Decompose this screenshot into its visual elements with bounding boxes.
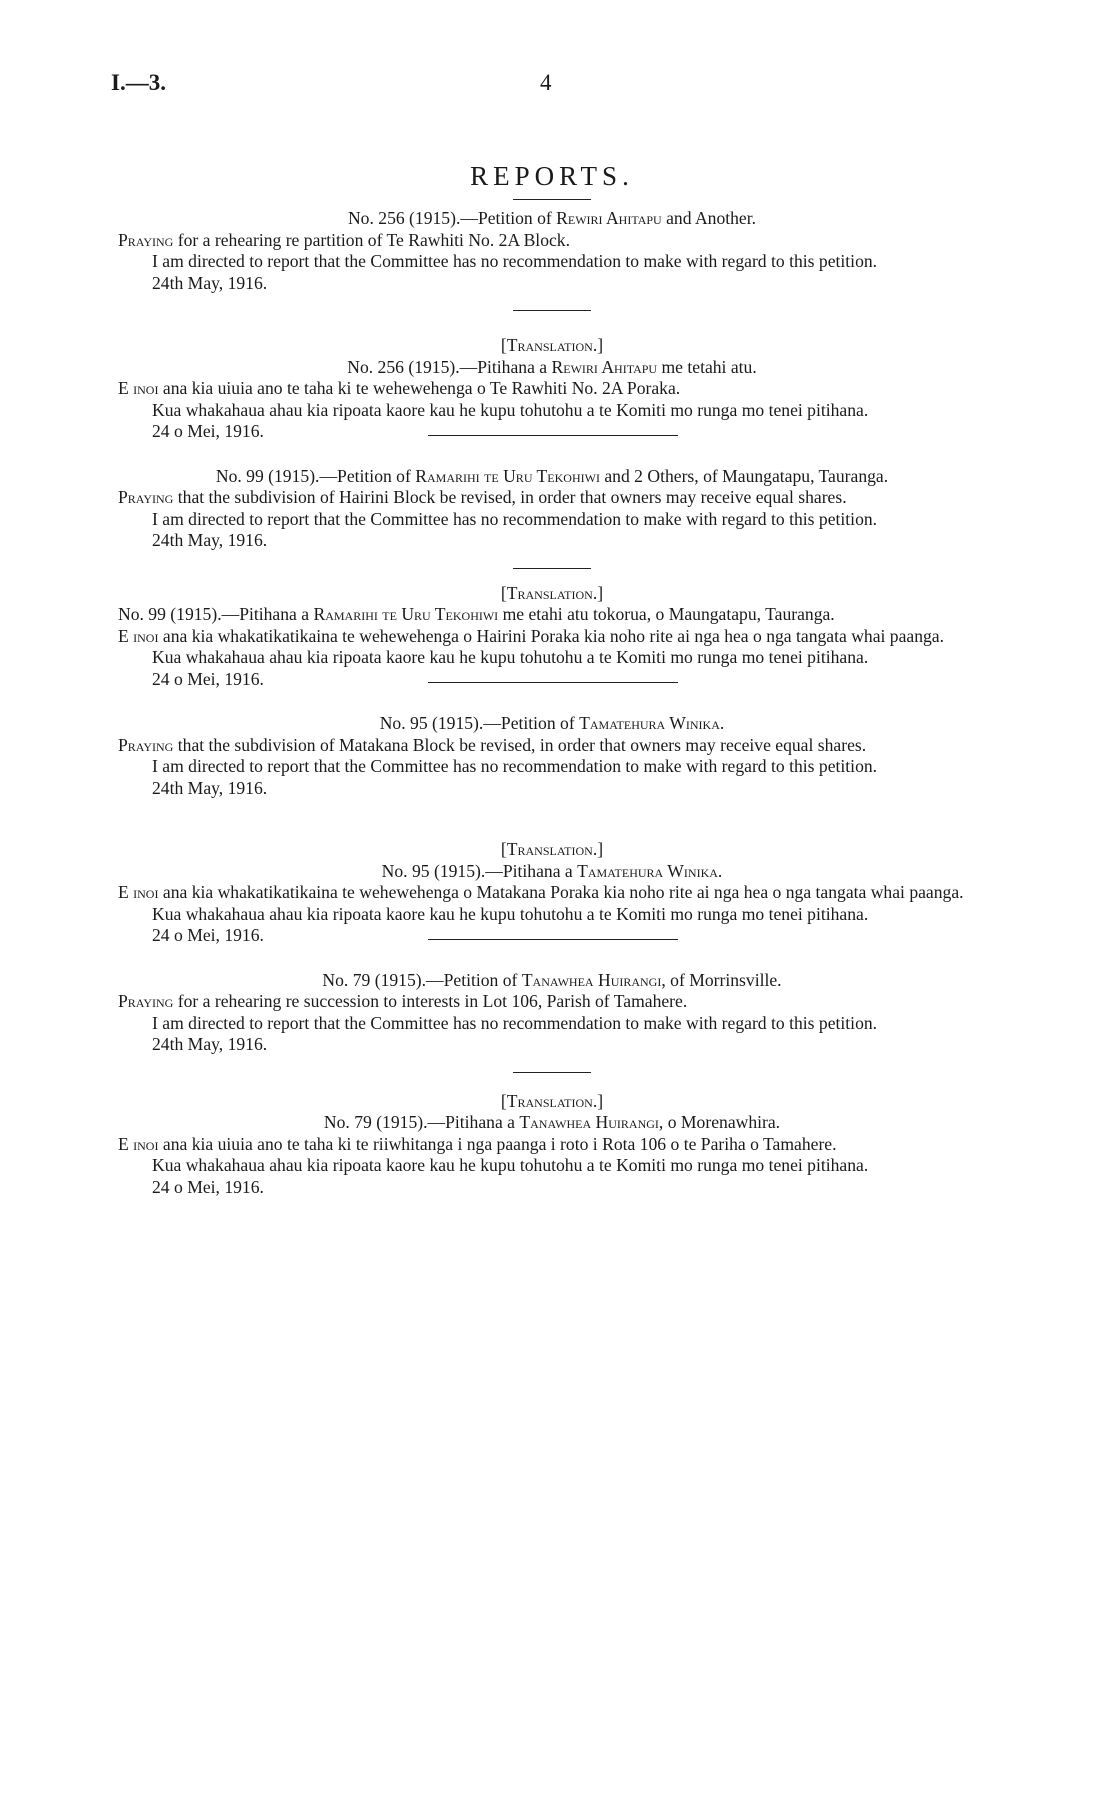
translation-label: [Translation.]	[500, 582, 604, 603]
report-date: 24th May, 1916.	[152, 272, 268, 293]
divider	[513, 1072, 591, 1073]
petition-title: No. 79 (1915).—Petition of Tanawhea Huirangi, of Morrinsville.	[322, 969, 782, 990]
petition-report	[118, 713, 986, 799]
section-divider	[428, 682, 678, 683]
page-heading: REPORTS.	[470, 161, 634, 191]
petition-title: No. 79 (1915).—Pitihana a Tanawhea Huirangi, o Morenawhira.	[323, 1112, 781, 1132]
divider	[513, 310, 591, 311]
translation-report	[118, 839, 986, 947]
petition-prayer: Praying for a rehearing re succession to interests in Lot 106, Parish of Tamahere.	[118, 991, 688, 1011]
petition-title: No. 95 (1915).—Pitihana a Tamatehura Winika.	[381, 860, 723, 881]
section-divider	[428, 939, 678, 940]
translation-label: [Translation.]	[500, 839, 604, 859]
petition-report	[118, 208, 986, 294]
petitioner-name: Tanawhea Huirangi	[519, 1112, 659, 1132]
report-date: 24 o Mei, 1916.	[152, 421, 264, 441]
committee-report: I am directed to report that the Committee has no recommendation to make with regard to this petition.	[152, 251, 878, 271]
translation-report	[118, 335, 986, 443]
report-date: 24 o Mei, 1916.	[152, 1176, 264, 1197]
petition-title: No. 99 (1915).—Pitihana a Ramarihi te Uru Tekohiwi me etahi atu tokorua, o Maungatapu, Tauranga.	[118, 604, 835, 624]
committee-report: Kua whakahaua ahau kia ripoata kaore kau he kupu tohutohu a te Komiti mo runga mo tenei pitihana.	[152, 399, 869, 420]
petitioner-name: Rewiri Ahitapu	[556, 208, 662, 228]
petitioner-name: Ramarihi te Uru Tekohiwi	[313, 604, 499, 624]
petition-prayer: Praying that the subdivision of Hairini Block be revised, in order that owners may receive equal shares.	[118, 487, 847, 507]
translation-report	[118, 583, 986, 691]
petition-title: No. 99 (1915).—Petition of Ramarihi te Uru Tekohiwi and 2 Others, of Maungatapu, Tauranga.	[215, 465, 889, 486]
petition-title: No. 256 (1915).—Pitihana a Rewiri Ahitapu me tetahi atu.	[347, 356, 757, 377]
committee-report: I am directed to report that the Committee has no recommendation to make with regard to this petition.	[152, 508, 878, 529]
petition-prayer: E inoi ana kia uiuia ano te taha ki te wehewehenga o Te Rawhiti No. 2A Poraka.	[118, 378, 681, 398]
report-date: 24th May, 1916.	[152, 530, 268, 550]
petition-prayer: E inoi ana kia whakatikatikaina te wehewehenga o Matakana Poraka kia noho rite ai nga hea o nga tangata whai paanga.	[118, 882, 964, 902]
petition-prayer: Praying that the subdivision of Matakana Block be revised, in order that owners may receive equal shares.	[118, 734, 867, 755]
petition-prayer: E inoi ana kia uiuia ano te taha ki te riiwhitanga i nga paanga i roto i Rota 106 o te Pariha o Tamahere.	[118, 1133, 837, 1154]
divider	[513, 568, 591, 569]
report-date: 24th May, 1916.	[152, 1034, 268, 1054]
petitioner-name: Rewiri Ahitapu	[551, 356, 658, 377]
petitioner-name: Tamatehura Winika	[579, 713, 720, 733]
committee-report: Kua whakahaua ahau kia ripoata kaore kau he kupu tohutohu a te Komiti mo runga mo tenei pitihana.	[152, 647, 869, 667]
petition-title: No. 256 (1915).—Petition of Rewiri Ahitapu and Another.	[347, 208, 757, 228]
petitioner-name: Tamatehura Winika	[577, 860, 718, 881]
section-divider	[428, 435, 678, 436]
petition-prayer: E inoi ana kia whakatikatikaina te wehewehenga o Hairini Poraka kia noho rite ai nga hea o nga tangata whai paanga.	[118, 625, 945, 646]
petitioner-name: Tanawhea Huirangi	[521, 969, 662, 990]
committee-report: Kua whakahaua ahau kia ripoata kaore kau he kupu tohutohu a te Komiti mo runga mo tenei pitihana.	[152, 1155, 869, 1175]
translation-label: [Translation.]	[500, 335, 604, 355]
page-number: 4	[540, 70, 552, 95]
translation-label: [Translation.]	[500, 1090, 604, 1111]
running-head	[0, 70, 1114, 110]
petitioner-name: Ramarihi te Uru Tekohiwi	[415, 465, 600, 486]
petition-title: No. 95 (1915).—Petition of Tamatehura Winika.	[379, 713, 725, 733]
document-body	[118, 160, 986, 1198]
report-date: 24th May, 1916.	[152, 777, 268, 798]
report-date: 24 o Mei, 1916.	[152, 925, 264, 945]
petition-report	[118, 970, 986, 1056]
committee-report: I am directed to report that the Committee has no recommendation to make with regard to this petition.	[152, 756, 878, 776]
report-date: 24 o Mei, 1916.	[152, 668, 264, 689]
committee-report: Kua whakahaua ahau kia ripoata kaore kau he kupu tohutohu a te Komiti mo runga mo tenei pitihana.	[152, 903, 869, 924]
committee-report: I am directed to report that the Committee has no recommendation to make with regard to this petition.	[152, 1012, 878, 1033]
paper-reference: I.—3.	[111, 70, 166, 95]
divider	[513, 199, 591, 200]
petition-prayer: Praying for a rehearing re partition of Te Rawhiti No. 2A Block.	[118, 229, 570, 250]
petition-report	[118, 466, 986, 552]
translation-report	[118, 1091, 986, 1199]
